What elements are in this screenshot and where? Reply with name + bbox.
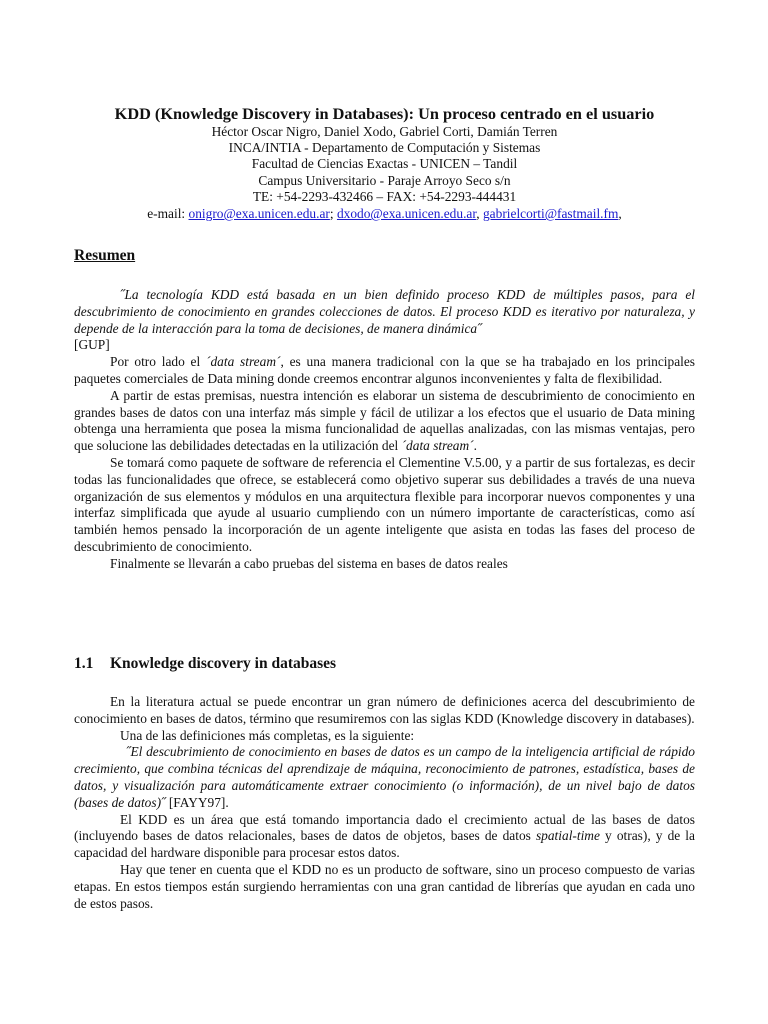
section-body xyxy=(74,694,695,912)
resumen-quote-paragraph xyxy=(74,287,695,337)
section-heading xyxy=(74,654,336,674)
resumen-paragraph-3: Se tomará como paquete de software de referencia el Clementine V.5.00, y a partir de sus fortalezas, es decir todas las funcionalidades que ofrece, se establecerá como objetivo superar sus debilidades a través de una nueva organización de sus elementos y módulos en una arquitectura flexible para incorporar nuevos componentes y una interfaz simplificada que ayude al usuario cumpliendo con un número importante de características, como así también hemos pensado la incorporación de un agente inteligente que asista en todas las fases del proceso de descubrimiento de conocimiento. xyxy=(74,454,695,554)
body-paragraph-2: Una de las definiciones más completas, es la siguiente: xyxy=(120,727,415,743)
resumen-paragraph-4: Finalmente se llevarán a cabo pruebas del sistema en bases de datos reales xyxy=(110,555,508,571)
body-quote-paragraph xyxy=(74,744,695,811)
affiliation-line-2: Facultad de Ciencias Exactas - UNICEN – Tandil xyxy=(251,156,518,171)
resumen-body xyxy=(74,287,695,573)
section-number: 1.1 xyxy=(74,655,94,672)
email-link-gabrielcorti[interactable]: gabrielcorti@fastmail.fm xyxy=(482,206,619,221)
email-label: e-mail: xyxy=(147,206,189,221)
email-separator: ; xyxy=(329,206,337,221)
affiliation-line-3: Campus Universitario - Paraje Arroyo Seco s/n xyxy=(258,173,511,188)
resumen-quote: ˝La tecnología KDD está basada en un bien definido proceso KDD de múltiples pasos, para el descubrimiento de conocimiento en grandes colecciones de datos. El proceso KDD es iterativo por naturaleza, y depende de la interacción para la toma de decisiones, de manera dinámica˝ xyxy=(74,287,695,336)
body-quote: ˝El descubrimiento de conocimiento en bases de datos es un campo de la inteligencia artificial de rápido crecimiento, que combina técnicas del aprendizaje de máquina, reconocimiento de patrones, estadística, bases de datos, y visualización para automáticamente extraer conocimiento (o información), de un nivel bajo de datos (bases de datos)˝ xyxy=(74,744,695,810)
email-separator: , xyxy=(476,206,483,221)
authors-line: Héctor Oscar Nigro, Daniel Xodo, Gabriel Corti, Damián Terren xyxy=(211,124,558,139)
body-paragraph-4: Hay que tener en cuenta que el KDD no es un producto de software, sino un proceso compuesto de varias etapas. En estos tiempos están surgiendo herramientas con una gran cantidad de librerías que ayudan en cada uno de estos pasos. xyxy=(74,861,695,911)
data-stream-term: ´data stream´ xyxy=(206,354,281,370)
body-paragraph-1: En la literatura actual se puede encontrar un gran número de definiciones acerca del descubrimiento de conocimiento en bases de datos, término que resumiremos con las siglas KDD (Knowledge discovery in databases). xyxy=(74,694,695,726)
email-line xyxy=(74,206,695,222)
body-quote-reference: [FAYY97]. xyxy=(165,794,229,810)
resumen-heading: Resumen xyxy=(74,247,136,264)
phone-line: TE: +54-2293-432466 – FAX: +54-2293-444431 xyxy=(252,189,517,204)
section-title: Knowledge discovery in databases xyxy=(110,655,337,672)
body-paragraph-3: El KDD es un área que está tomando importancia dado el crecimiento actual de las bases de datos (incluyendo bases de datos relacionales, bases de datos de objetos, bases de datos spatial-time y otras), y de la capacidad del hardware disponible para procesar estos datos. xyxy=(74,811,695,861)
resumen-paragraph-2: A partir de estas premisas, nuestra intención es elaborar un sistema de descubrimiento de conocimiento en grandes bases de datos con una interfaz más simple y fácil de utilizar a los efectos que el usuario de Data mining obtenga una herramienta que posea la misma funcionalidad de aquellas analizadas, con las mismas ventajas, pero que solucione las debilidades detectadas en la utilización del ´data stream´. xyxy=(74,387,695,454)
resumen-paragraph-1: Por otro lado el ´data stream´, es una manera tradicional con la que se ha trabajado en los principales paquetes comerciales de Data mining donde creemos encontrar algunos inconvenientes y falta de flexibilidad. xyxy=(74,354,696,386)
resumen-quote-reference: [GUP] xyxy=(74,337,110,353)
email-trailing-comma: , xyxy=(618,206,622,221)
paper-title: KDD (Knowledge Discovery in Databases): Un proceso centrado en el usuario xyxy=(114,104,655,123)
email-link-dxodo[interactable]: dxodo@exa.unicen.edu.ar xyxy=(336,206,477,221)
affiliation-line-1: INCA/INTIA - Departamento de Computación y Sistemas xyxy=(228,140,541,155)
spatial-time-term: spatial-time xyxy=(535,828,600,844)
email-link-onigro[interactable]: onigro@exa.unicen.edu.ar xyxy=(188,206,330,221)
data-stream-term: ´data stream´ xyxy=(401,438,474,454)
